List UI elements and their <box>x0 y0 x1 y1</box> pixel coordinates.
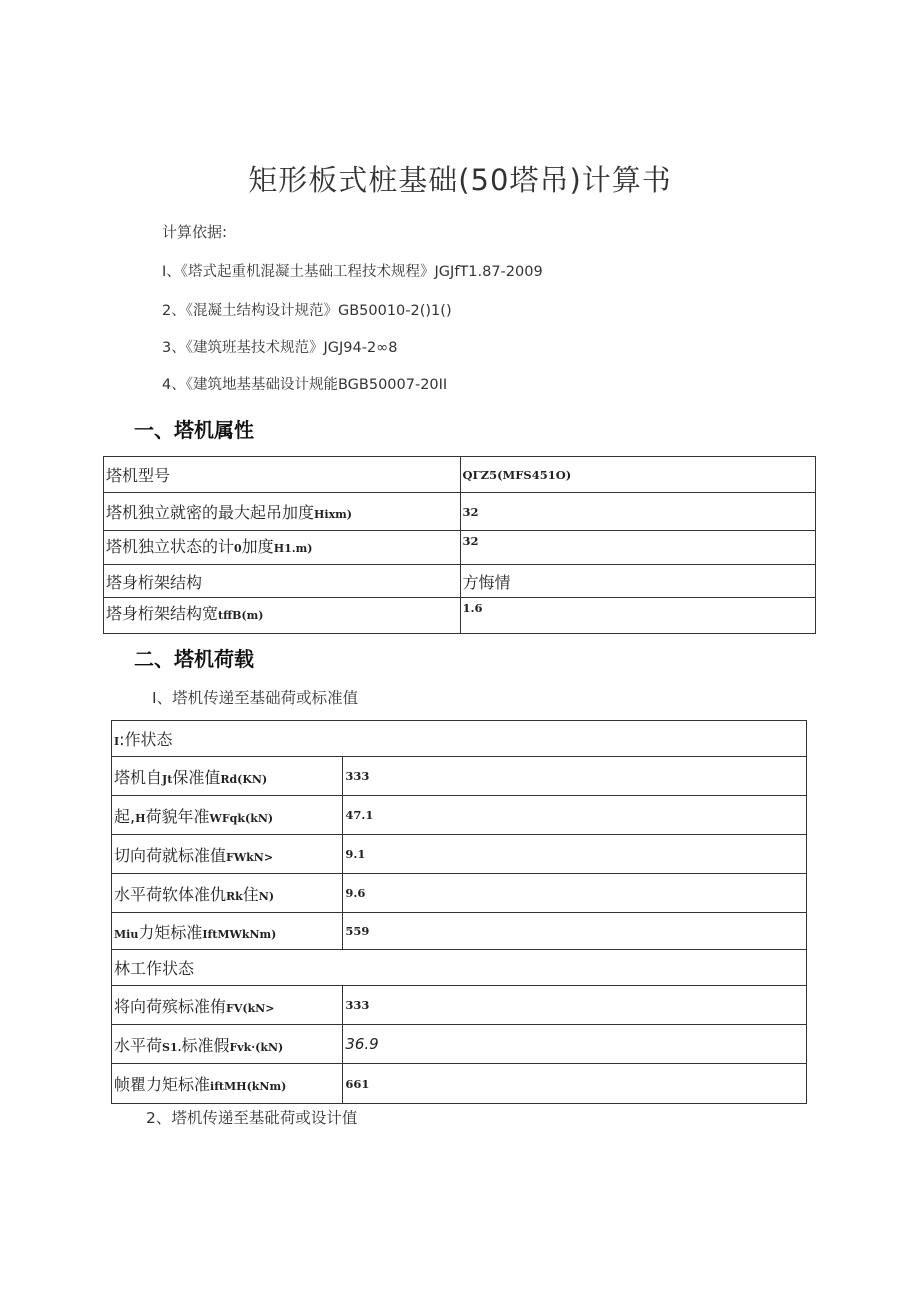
table-row <box>112 1025 807 1064</box>
table-row <box>104 493 816 531</box>
table-row <box>112 796 807 835</box>
section-title-tower-properties: 一、塔机属性 <box>134 418 254 442</box>
table-row <box>112 835 807 874</box>
basis-item: I、《塔式起重机混凝土基础工程技术规程》JGJfT1.87-2009 <box>162 264 543 280</box>
table-row <box>112 757 807 796</box>
document-title: 矩形板式桩基础(50塔吊)计算书 <box>248 163 672 197</box>
row-value: 559 <box>343 913 807 950</box>
table-row <box>112 913 807 950</box>
subsection-standard-values: I、塔机传递至基础荷或标准值 <box>152 689 359 707</box>
tower-properties-table <box>103 456 816 634</box>
row-value: 32 <box>460 531 816 565</box>
row-label: 塔身桁架结构 <box>104 565 461 598</box>
basis-heading: 计算依据: <box>162 223 228 241</box>
table-row <box>112 874 807 913</box>
row-value: 9.1 <box>343 835 807 874</box>
basis-item: 3、《建筑班基技术规范》JGJ94-2∞8 <box>162 340 398 356</box>
row-label: Miu力矩标准IftMWkNm) <box>112 913 343 950</box>
row-value: 47.1 <box>343 796 807 835</box>
tower-loads-table <box>111 720 807 1104</box>
table-row <box>112 721 807 757</box>
row-label: 将向荷殡标准侑FV(kN> <box>112 986 343 1025</box>
row-label: 起,H荷貌年准WFqk(kN) <box>112 796 343 835</box>
basis-item: 2、《混凝土结构设计规范》GB50010-2()1() <box>162 303 452 319</box>
idle-state-header: 林工作状态 <box>112 950 807 986</box>
row-value: 方悔情 <box>460 565 816 598</box>
row-value: 1.6 <box>460 598 816 634</box>
table-row <box>104 531 816 565</box>
row-label: 塔机自Jt保准值Rd(KN) <box>112 757 343 796</box>
row-value: 9.6 <box>343 874 807 913</box>
row-label: 塔机独立状态的计0加度H1.m) <box>104 531 461 565</box>
row-label: 塔机独立就密的最大起吊加度Hixm) <box>104 493 461 531</box>
section-title-tower-loads: 二、塔机荷载 <box>134 647 254 671</box>
working-state-header: I:作状态 <box>112 721 807 757</box>
row-value: 333 <box>343 757 807 796</box>
row-value: 32 <box>460 493 816 531</box>
row-label: 水平荷软体准仇Rk住N) <box>112 874 343 913</box>
table-row <box>104 457 816 493</box>
row-label: 塔身桁架结构宽tffB(m) <box>104 598 461 634</box>
basis-item: 4、《建筑地基基础设计规能BGB50007-20II <box>162 377 448 393</box>
row-value: QΓZ5(MFS451O) <box>460 457 816 493</box>
row-value: 661 <box>343 1064 807 1104</box>
table-row <box>112 950 807 986</box>
row-label: 帧瞿力矩标准iftMH(kNm) <box>112 1064 343 1104</box>
row-label: 切向荷就标准值FWkN> <box>112 835 343 874</box>
table-row <box>112 986 807 1025</box>
row-value: 333 <box>343 986 807 1025</box>
table-row <box>104 598 816 634</box>
row-value: 36.9 <box>343 1025 807 1064</box>
table-row <box>112 1064 807 1104</box>
subsection-design-values: 2、塔机传递至基砒荷或设计值 <box>146 1109 358 1127</box>
table-row <box>104 565 816 598</box>
row-label: 水平荷S1.标准假Fvk·(kN) <box>112 1025 343 1064</box>
row-label: 塔机型号 <box>104 457 461 493</box>
